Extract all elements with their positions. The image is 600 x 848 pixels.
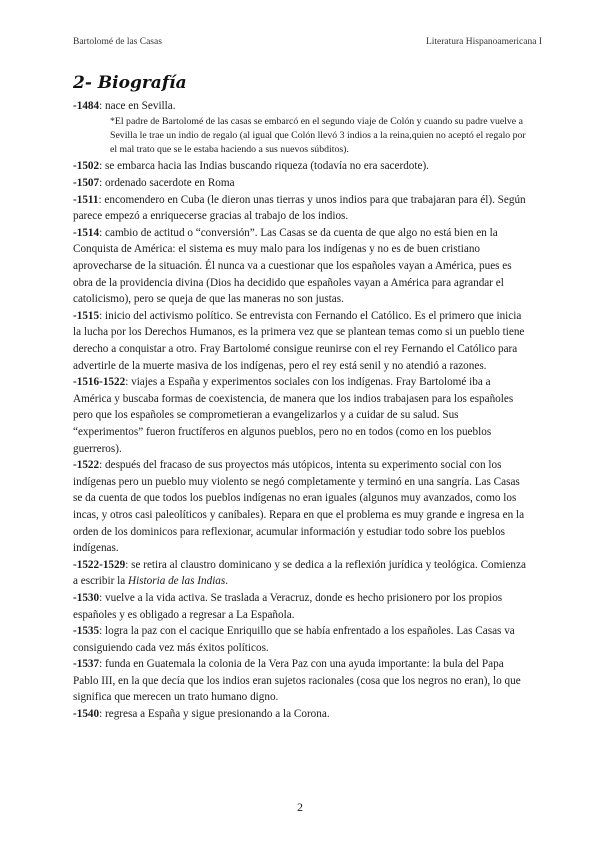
entry-date: -1522 — [73, 459, 100, 472]
entry-text: : se retira al claustro dominicano y se dedica a la reflexión jurídica y teológica. Comienza a escribir la — [73, 558, 526, 588]
entry-date: -1515 — [73, 309, 100, 322]
entry-text-tail: . — [225, 575, 229, 588]
entry-text: : cambio de actitud o “conversión”. Las Casas se da cuenta de que algo no está bien en la Conquista de América: el sistema es muy malo para los indígenas y no es de buen cristiano aprovecharse de la situación. Él nunca va a cuestionar que los españoles vayan a América, pues es obra de la providencia divina (Dios ha decidido que españoles vayan a América para agrandar el catolicismo), pero se queja de que las maneras no son justas. — [73, 226, 512, 306]
biography-entry — [73, 374, 529, 457]
entry-text: : vuelve a la vida activa. Se traslada a Veracruz, donde es hecho prisionero por los propios españoles y es obligado a regresar a La Española. — [73, 591, 503, 621]
footnote-entry: *El padre de Bartolomé de las casas se embarcó en el segundo viaje de Colón y cuando su padre vuelve a Sevilla le trae un indio de regalo (al igual que Colón llevó 3 indios a la reina,quien no aceptó el regalo por el mal trato que se le estaba haciendo a sus nuevos súbditos). — [110, 115, 526, 156]
entry-text: : funda en Guatemala la colonia de la Vera Paz con una ayuda importante: la bula del Papa Pablo III, en la que decía que los indios eran sujetos racionales (cosa que los negros no eran), lo que significa que merecen un trato humano digno. — [73, 658, 521, 704]
entry-text: : nace en Sevilla. — [99, 100, 176, 112]
biography-entry — [73, 590, 529, 623]
entry-date: -1514 — [73, 226, 100, 239]
entry-text: : encomendero en Cuba (le dieron unas tierras y unos indios para que trabajaran para él). Según parece empezó a enriquecerse gracias al trabajo de los indios. — [73, 193, 526, 223]
entry-text: : después del fracaso de sus proyectos más utópicos, intenta su experimento social con los indígenas pero un pueblo muy violento se negó completamente y terminó en una sangría. Las Casas se da cuenta de que todos los pueblos indígenas no eran iguales (algunos muy avanzados, como los incas, y otros casi paleolíticos y caníbales). Repara en que el problema es muy grande e ingresa en la orden de los dominicos para reflexionar, acumular información y estudiar todo sobre los pueblos indígenas. — [73, 459, 525, 555]
biography-content — [73, 98, 529, 723]
entry-text: : se embarca hacia las Indias buscando riqueza (todavía no era sacerdote). — [99, 160, 429, 173]
entry-date: -1507 — [73, 177, 100, 190]
entry-date: -1537 — [73, 658, 100, 671]
biography-entry — [73, 557, 529, 590]
biography-entry — [73, 706, 529, 723]
entry-date: -1540 — [73, 708, 100, 721]
entry-text: : regresa a España y sigue presionando a la Corona. — [99, 708, 330, 721]
biography-entry — [73, 192, 529, 225]
entry-date: -1516-1522 — [73, 376, 126, 389]
book-title: Historia de las Indias — [127, 575, 226, 588]
page-number: 2 — [297, 800, 303, 814]
entry-date: -1484 — [73, 100, 100, 112]
entry-text: : logra la paz con el cacique Enriquillo que se había enfrentado a los españoles. Las Casas va consiguiendo cada vez más éxitos políticos. — [73, 625, 515, 654]
biography-entry — [73, 158, 529, 175]
entry-date: -1535 — [73, 625, 100, 638]
entry-date: -1502 — [73, 160, 100, 173]
entry-date: -1530 — [73, 591, 100, 604]
biography-entry — [73, 225, 529, 308]
running-header-left: Bartolomé de las Casas — [73, 37, 162, 47]
entry-text: : viajes a España y experimentos sociales con los indígenas. Fray Bartolomé iba a América y buscaba formas de coexistencia, de manera que los indios trabajasen para los españoles pero que los españoles se comprometieran a evangelizarlos y a cuidar de su salud. Sus “experimentos” fueron fructíferos en algunos pueblos, pero no en todos (como en los pueblos guerreros). — [73, 376, 514, 455]
running-header-right: Literatura Hispanoamericana I — [425, 37, 542, 47]
biography-entry — [73, 457, 529, 557]
biography-entry — [73, 175, 529, 192]
biography-entry — [73, 308, 529, 374]
biography-entry — [73, 98, 529, 115]
section-title: 2- Biografía — [73, 73, 187, 93]
entry-text: : ordenado sacerdote en Roma — [99, 177, 235, 190]
entry-text: : inicio del activismo político. Se entrevista con Fernando el Católico. Es el primero que inicia la lucha por los Derechos Humanos, es la primera vez que se plantean temas como si un pueblo tiene derecho a conquistar a otro. Fray Bartolomé consigue reunirse con el rey Fernando el Católico para advertirle de la muerte masiva de los indígenas, pero el rey está senil y no atendió a razones. — [73, 309, 525, 372]
entry-date: -1522-1529 — [73, 558, 126, 571]
biography-entry — [73, 656, 529, 706]
biography-entry — [73, 623, 529, 656]
entry-date: -1511 — [73, 193, 99, 206]
